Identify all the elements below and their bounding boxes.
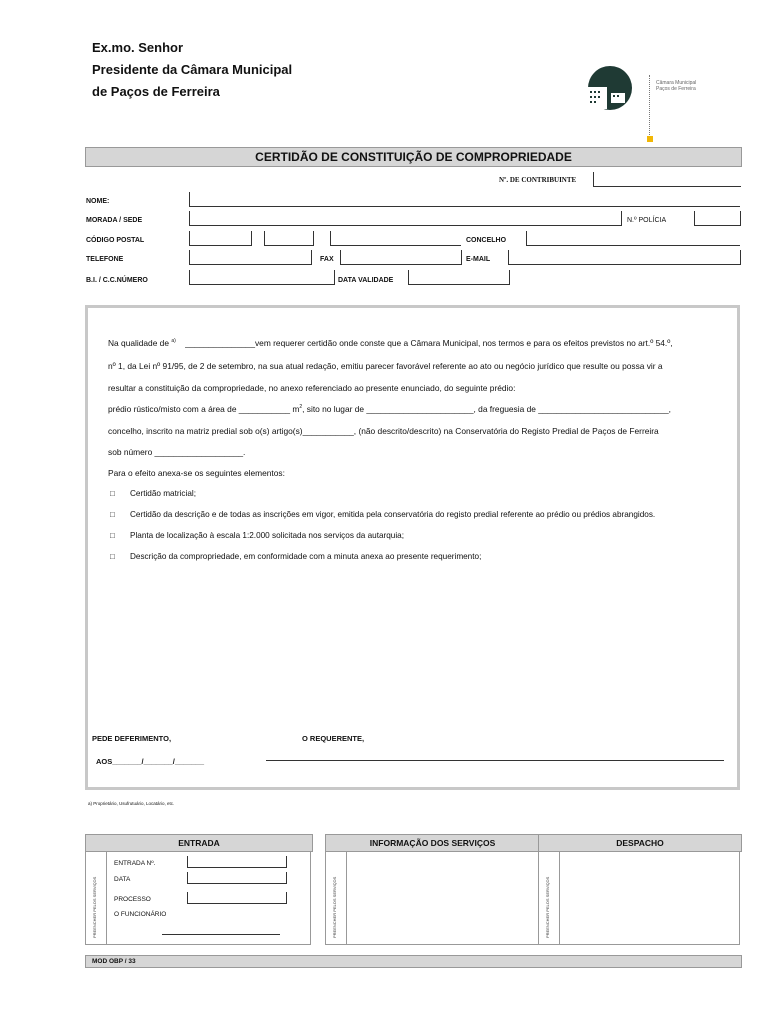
email-label: E-MAIL (466, 256, 491, 263)
processo-label: PROCESSO (114, 896, 151, 903)
despacho-header: DESPACHO (538, 834, 742, 852)
addressee-line-3: de Paços de Ferreira (92, 84, 220, 99)
logo-accent (647, 136, 653, 142)
pede-deferimento: PEDE DEFERIMENTO, (92, 734, 172, 743)
body-line-7: Para o efeito anexa-se os seguintes elementos: (108, 468, 285, 478)
contribuinte-field[interactable] (593, 172, 741, 187)
email-field[interactable] (508, 250, 741, 265)
policia-field[interactable] (694, 211, 741, 226)
footnote: a) Proprietário, Usufrutuário, Locatário, etc. (88, 801, 175, 806)
despacho-area[interactable] (560, 852, 739, 943)
entrada-n-field[interactable] (187, 856, 287, 868)
item-3: Planta de localização à escala 1:2.000 solicitada nos serviços da autarquia; (130, 531, 404, 540)
despacho-vertical-label: PREENCHER PELOS SERVIÇOS (545, 876, 550, 938)
data-label: DATA (114, 876, 131, 883)
codigo-postal-locality[interactable] (330, 231, 461, 246)
request-box (85, 305, 740, 790)
informacao-area[interactable] (347, 852, 537, 943)
checkbox-3[interactable]: □ (110, 531, 115, 540)
item-2: Certidão da descrição e de todas as inscrições em vigor, emitida pela conservatória do registo predial referente ao prédio ou prédios abrangidos. (130, 510, 656, 519)
body-line-1: Na qualidade de $^{a)}$ _______________vem requerer certidão onde conste que a Câmara Municipal, nos termos e para os efeitos previstos no art.º 54.º, (108, 338, 673, 348)
body-line-2: nº 1, da Lei nº 91/95, de 2 de setembro, na sua atual redação, emitiu parecer favorável referente ao ato ou negócio jurídico que resulte ou possa vir a (108, 361, 663, 371)
entrada-header: ENTRADA (85, 834, 313, 852)
addressee-line-1: Ex.mo. Senhor (92, 40, 184, 55)
fax-field[interactable] (340, 250, 462, 265)
body-line-3: resultar a constituição da compropriedade, no anexo referenciado ao presente enunciado, do seguinte prédio: (108, 383, 516, 393)
telefone-field[interactable] (189, 250, 312, 265)
footer-bar (85, 955, 742, 968)
checkbox-4[interactable]: □ (110, 552, 115, 561)
codigo-postal-field-2[interactable] (264, 231, 314, 246)
entrada-n-label: ENTRADA Nº. (114, 860, 156, 867)
codigo-postal-label: CÓDIGO POSTAL (86, 237, 145, 244)
morada-label: MORADA / SEDE (86, 217, 143, 224)
entrada-vertical-label: PREENCHER PELOS SERVIÇOS (92, 876, 97, 938)
checkbox-2[interactable]: □ (110, 510, 115, 519)
logo-divider (649, 75, 650, 137)
codigo-postal-field-1[interactable] (189, 231, 252, 246)
bi-label: B.I. / C.C.NÚMERO (86, 277, 148, 284)
municipal-logo (585, 65, 635, 115)
fax-label: FAX (320, 256, 334, 263)
date-line[interactable]: AOS_______/_______/_______ (96, 757, 205, 766)
item-1: Certidão matricial; (130, 489, 196, 498)
addressee-line-2: Presidente da Câmara Municipal (92, 62, 293, 77)
logo-text: Câmara Municipal Paços de Ferreira (656, 80, 697, 92)
data-validade-label: DATA VALIDADE (338, 277, 394, 284)
processo-field[interactable] (187, 892, 287, 904)
telefone-label: TELEFONE (86, 256, 124, 263)
checkbox-1[interactable]: □ (110, 489, 115, 498)
funcionario-signature-line[interactable] (162, 934, 280, 935)
title-bar (85, 147, 742, 167)
body-line-4: prédio rústico/misto com a área de ___________ $m^2$, sito no lugar de _______________________, da freguesia de ____________________________, (108, 404, 671, 414)
contribuinte-label: Nº. DE CONTRIBUINTE (499, 176, 577, 184)
nome-field[interactable] (189, 192, 740, 207)
informacao-header: INFORMAÇÃO DOS SERVIÇOS (325, 834, 540, 852)
info-vertical-label: PREENCHER PELOS SERVIÇOS (332, 876, 337, 938)
funcionario-label: O FUNCIONÁRIO (114, 911, 167, 918)
requerente-label: O REQUERENTE, (302, 734, 365, 743)
data-validade-field[interactable] (408, 270, 510, 285)
signature-line[interactable] (266, 760, 724, 761)
data-field[interactable] (187, 872, 287, 884)
body-line-6: sob número ___________________. (108, 447, 246, 457)
bi-field[interactable] (189, 270, 335, 285)
form-title: CERTIDÃO DE CONSTITUIÇÃO DE COMPROPRIEDADE (255, 150, 572, 164)
mod-code: MOD OBP / 33 (92, 958, 136, 965)
morada-field[interactable] (189, 211, 622, 226)
nome-label: NOME: (86, 198, 110, 205)
body-line-5: concelho, inscrito na matriz predial sob o(s) artigo(s)___________, (não descrito/descrito) na Conservatória do Registo Predial de Paços de Ferreira (108, 426, 659, 436)
concelho-label: CONCELHO (466, 237, 507, 244)
item-4: Descrição da compropriedade, em conformidade com a minuta anexa ao presente requerimento; (130, 552, 482, 561)
concelho-field[interactable] (526, 231, 740, 246)
policia-label: N.º POLÍCIA (627, 217, 667, 224)
